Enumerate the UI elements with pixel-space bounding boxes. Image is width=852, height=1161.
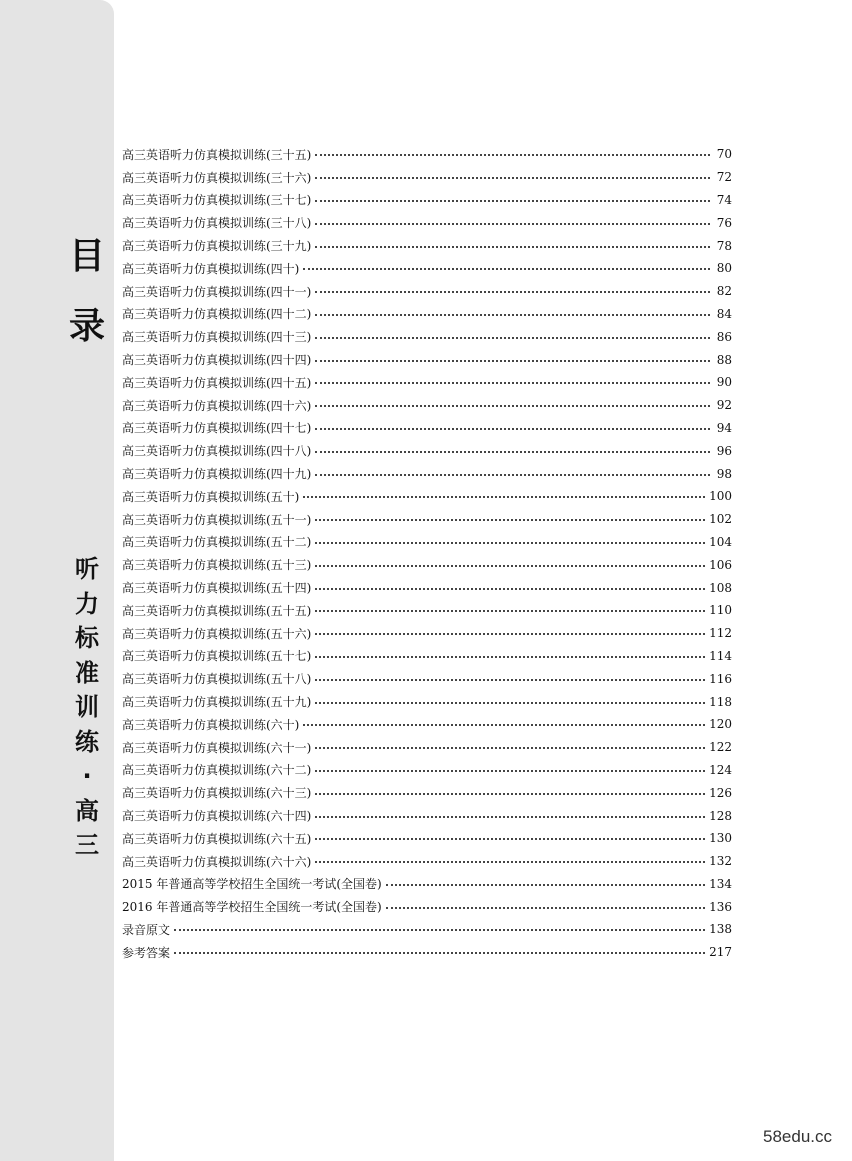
toc-entry-page: 86 xyxy=(716,329,732,344)
toc-entry[interactable] xyxy=(122,873,732,896)
toc-leader-dots xyxy=(315,337,710,339)
toc-entry-page: 132 xyxy=(709,854,732,869)
toc-entry-page: 112 xyxy=(709,626,732,641)
toc-entry-title: 2016 年普通高等学校招生全国统一考试(全国卷) xyxy=(122,900,382,915)
toc-leader-dots xyxy=(386,907,705,909)
toc-entry-page: 88 xyxy=(716,352,732,367)
toc-entry-page: 102 xyxy=(709,512,732,527)
toc-leader-dots xyxy=(315,428,710,430)
toc-entry-title: 高三英语听力仿真模拟训练(五十) xyxy=(122,489,300,504)
toc-entry-page: 116 xyxy=(709,671,732,686)
toc-entry-title: 高三英语听力仿真模拟训练(五十一) xyxy=(122,512,312,527)
toc-entry-page: 114 xyxy=(709,648,732,663)
toc-entry-title: 高三英语听力仿真模拟训练(六十二) xyxy=(122,763,312,778)
toc-entry-page: 80 xyxy=(716,261,732,276)
toc-entry-title: 高三英语听力仿真模拟训练(四十八) xyxy=(122,444,312,459)
toc-entry-page: 90 xyxy=(716,375,732,390)
toc-leader-dots xyxy=(315,747,705,749)
subtitle-char: 高 xyxy=(75,796,99,825)
toc-leader-dots xyxy=(174,952,705,954)
toc-entry[interactable] xyxy=(122,850,732,873)
toc-entry-title: 录音原文 xyxy=(122,922,171,937)
toc-entry[interactable] xyxy=(122,166,732,189)
toc-entry-title: 高三英语听力仿真模拟训练(六十五) xyxy=(122,831,312,846)
subtitle-char: · xyxy=(82,762,92,790)
toc-leader-dots xyxy=(315,382,710,384)
toc-entry-title: 高三英语听力仿真模拟训练(六十六) xyxy=(122,854,312,869)
toc-leader-dots xyxy=(315,793,705,795)
toc-leader-dots xyxy=(315,542,705,544)
toc-leader-dots xyxy=(315,633,705,635)
toc-leader-dots xyxy=(315,679,705,681)
toc-entry-page: 70 xyxy=(716,147,732,162)
toc-leader-dots xyxy=(315,314,710,316)
toc-entry-page: 118 xyxy=(709,694,732,709)
toc-entry-page: 130 xyxy=(709,831,732,846)
toc-entry-page: 78 xyxy=(716,238,732,253)
toc-entry-title: 高三英语听力仿真模拟训练(三十五) xyxy=(122,147,312,162)
toc-entry[interactable] xyxy=(122,417,732,440)
toc-entry-title: 高三英语听力仿真模拟训练(四十九) xyxy=(122,467,312,482)
toc-entry-page: 138 xyxy=(709,922,732,937)
toc-entry-title: 高三英语听力仿真模拟训练(六十四) xyxy=(122,809,312,823)
toc-entry[interactable] xyxy=(122,348,732,371)
toc-leader-dots xyxy=(315,565,705,567)
toc-entry[interactable] xyxy=(122,736,732,759)
toc-entry[interactable] xyxy=(122,713,732,736)
toc-entry-page: 100 xyxy=(709,489,732,504)
toc-leader-dots xyxy=(315,610,705,612)
subtitle-char: 力 xyxy=(75,589,99,618)
toc-entry[interactable] xyxy=(122,189,732,212)
toc-leader-dots xyxy=(315,405,710,407)
toc-leader-dots xyxy=(303,268,710,270)
toc-entry[interactable] xyxy=(122,622,732,645)
toc-entry[interactable] xyxy=(122,576,732,599)
toc-entry[interactable] xyxy=(122,895,732,918)
toc-entry[interactable] xyxy=(122,827,732,850)
toc-entry-page: 122 xyxy=(709,740,732,755)
toc-entry-title: 高三英语听力仿真模拟训练(四十一) xyxy=(122,284,312,299)
sidebar-title-char: 目 xyxy=(68,236,105,277)
toc-leader-dots xyxy=(315,223,710,225)
toc-entry[interactable] xyxy=(122,667,732,690)
toc-leader-dots xyxy=(315,770,705,772)
toc-entry[interactable] xyxy=(122,918,732,941)
watermark: 58edu.cc xyxy=(763,1127,832,1146)
toc-entry-title: 高三英语听力仿真模拟训练(四十三) xyxy=(122,330,312,345)
toc-entry[interactable] xyxy=(122,759,732,782)
sidebar-subtitle xyxy=(62,552,112,863)
toc-entry[interactable] xyxy=(122,645,732,668)
subtitle-char: 三 xyxy=(75,831,99,859)
toc-entry-title: 高三英语听力仿真模拟训练(五十三) xyxy=(122,558,312,573)
toc-entry-page: 134 xyxy=(709,876,732,891)
toc-entry-page: 84 xyxy=(716,306,732,321)
toc-entry-page: 76 xyxy=(716,215,732,230)
toc-leader-dots xyxy=(315,816,705,818)
subtitle-char: 听 xyxy=(75,555,99,583)
toc-leader-dots xyxy=(315,861,705,863)
toc-leader-dots xyxy=(315,702,705,704)
toc-entry-title: 高三英语听力仿真模拟训练(五十五) xyxy=(122,603,312,618)
toc-entry-title: 高三英语听力仿真模拟训练(六十) xyxy=(122,717,300,732)
table-of-contents xyxy=(122,143,732,964)
toc-entry[interactable] xyxy=(122,485,732,508)
toc-entry-page: 106 xyxy=(709,557,732,572)
toc-leader-dots xyxy=(386,884,705,886)
toc-entry[interactable] xyxy=(122,553,732,576)
toc-leader-dots xyxy=(174,929,705,931)
toc-entry-title: 高三英语听力仿真模拟训练(五十六) xyxy=(122,626,312,641)
toc-entry-page: 126 xyxy=(709,785,732,800)
toc-entry-title: 高三英语听力仿真模拟训练(三十六) xyxy=(122,170,312,185)
toc-entry[interactable] xyxy=(122,508,732,531)
toc-entry[interactable] xyxy=(122,325,732,348)
toc-entry-title: 高三英语听力仿真模拟训练(六十三) xyxy=(122,786,312,801)
toc-entry[interactable] xyxy=(122,143,732,166)
toc-entry[interactable] xyxy=(122,234,732,257)
toc-entry-page: 98 xyxy=(716,466,732,481)
toc-entry-page: 74 xyxy=(716,192,732,207)
toc-entry-page: 96 xyxy=(716,443,732,458)
toc-entry[interactable] xyxy=(122,462,732,485)
subtitle-char: 练 xyxy=(75,727,99,756)
toc-leader-dots xyxy=(315,588,705,590)
toc-entry[interactable] xyxy=(122,781,732,804)
toc-entry-title: 高三英语听力仿真模拟训练(三十九) xyxy=(122,239,312,254)
toc-entry-page: 124 xyxy=(709,762,732,777)
toc-entry-title: 高三英语听力仿真模拟训练(四十) xyxy=(122,261,300,276)
toc-leader-dots xyxy=(315,656,705,658)
toc-entry-page: 110 xyxy=(709,603,732,618)
toc-entry[interactable] xyxy=(122,804,732,827)
toc-entry-title: 高三英语听力仿真模拟训练(三十七) xyxy=(122,193,312,208)
sidebar-title-char: 录 xyxy=(68,306,105,347)
toc-entry-title: 高三英语听力仿真模拟训练(五十九) xyxy=(122,695,312,710)
toc-entry[interactable] xyxy=(122,690,732,713)
toc-entry-title: 高三英语听力仿真模拟训练(四十二) xyxy=(122,307,312,322)
toc-leader-dots xyxy=(315,291,710,293)
toc-entry-title: 高三英语听力仿真模拟训练(五十八) xyxy=(122,672,312,687)
toc-entry[interactable] xyxy=(122,599,732,622)
toc-entry-title: 高三英语听力仿真模拟训练(五十七) xyxy=(122,649,312,664)
toc-entry-title: 高三英语听力仿真模拟训练(五十二) xyxy=(122,535,312,550)
toc-entry[interactable] xyxy=(122,941,732,964)
toc-leader-dots xyxy=(315,246,710,248)
toc-leader-dots xyxy=(303,724,705,726)
toc-entry-title: 高三英语听力仿真模拟训练(五十四) xyxy=(122,581,312,596)
toc-leader-dots xyxy=(315,200,710,202)
toc-entry[interactable] xyxy=(122,211,732,234)
toc-leader-dots xyxy=(315,451,710,453)
toc-entry[interactable] xyxy=(122,439,732,462)
toc-entry-page: 104 xyxy=(709,534,732,549)
toc-entry-page: 136 xyxy=(709,899,732,914)
toc-leader-dots xyxy=(315,519,705,521)
toc-entry[interactable] xyxy=(122,280,732,303)
toc-leader-dots xyxy=(315,474,710,476)
toc-entry-page: 82 xyxy=(716,284,732,299)
toc-entry[interactable] xyxy=(122,303,732,326)
toc-leader-dots xyxy=(315,360,710,362)
subtitle-char: 准 xyxy=(75,658,99,687)
toc-entry-title: 参考答案 xyxy=(122,945,171,960)
toc-entry[interactable] xyxy=(122,394,732,417)
toc-entry[interactable] xyxy=(122,257,732,280)
toc-leader-dots xyxy=(315,838,705,840)
toc-entry-title: 高三英语听力仿真模拟训练(四十四) xyxy=(122,353,312,368)
toc-entry-title: 高三英语听力仿真模拟训练(六十一) xyxy=(122,740,312,755)
toc-entry[interactable] xyxy=(122,371,732,394)
toc-entry[interactable] xyxy=(122,531,732,554)
toc-entry-page: 120 xyxy=(709,717,732,732)
toc-entry-title: 高三英语听力仿真模拟训练(四十六) xyxy=(122,398,312,413)
toc-entry-title: 2015 年普通高等学校招生全国统一考试(全国卷) xyxy=(122,877,382,892)
toc-entry-page: 128 xyxy=(709,808,732,823)
subtitle-char: 标 xyxy=(75,624,99,652)
toc-entry-page: 217 xyxy=(709,945,732,960)
toc-entry-page: 72 xyxy=(716,170,732,185)
toc-entry-title: 高三英语听力仿真模拟训练(三十八) xyxy=(122,216,312,231)
toc-entry-page: 94 xyxy=(716,420,732,435)
toc-entry-title: 高三英语听力仿真模拟训练(四十五) xyxy=(122,375,312,390)
toc-leader-dots xyxy=(303,496,705,498)
toc-entry-page: 108 xyxy=(709,580,732,595)
toc-entry-title: 高三英语听力仿真模拟训练(四十七) xyxy=(122,421,312,436)
toc-leader-dots xyxy=(315,154,710,156)
toc-entry-page: 92 xyxy=(716,398,732,413)
toc-leader-dots xyxy=(315,177,710,179)
subtitle-char: 训 xyxy=(75,693,99,721)
